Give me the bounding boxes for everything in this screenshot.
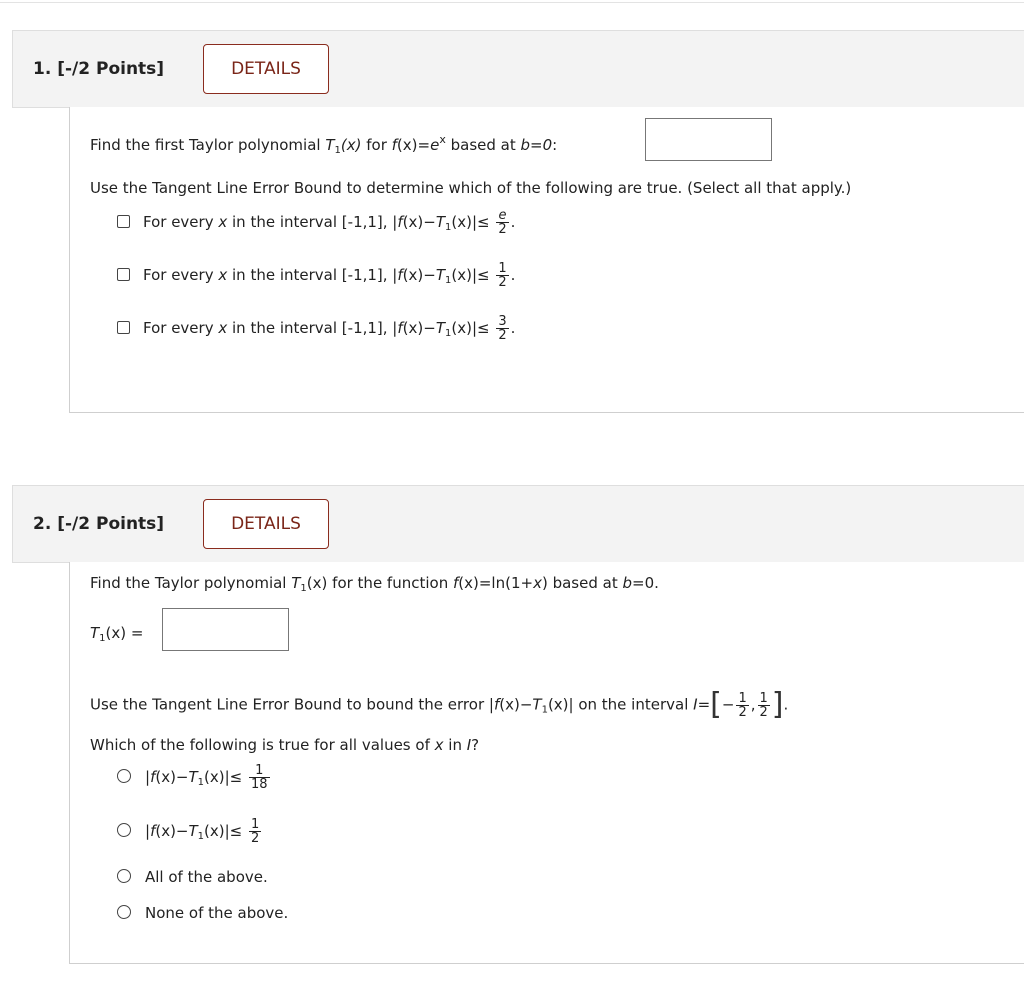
radio-button[interactable]: [117, 823, 131, 837]
question-2-option-2[interactable]: $|f(x)-T_1(x)|\le$ $\frac{1}{2}$: [117, 818, 263, 845]
question-2-prompt: Find the Taylor polynomial $T_1(x)$ for the function f(x)=ln(1+x) based at b=0.: [90, 574, 659, 594]
question-1-title: 1. [-/2 Points]: [33, 59, 165, 79]
fraction: $\frac{1}{2}$: [738, 690, 747, 720]
fraction: $\frac{1}{2}$: [498, 261, 507, 290]
fraction: $\frac{3}{2}$: [498, 314, 507, 343]
question-2-option-3[interactable]: All of the above.: [117, 868, 268, 886]
question-2-bound-text: Use the Tangent Line Error Bound to bound the error $|f(x)-T_1(x)|$ on the interval I=[− $\frac{1}{2}$ , $\frac{1}{2}$ ].: [90, 687, 789, 722]
t1-label: $T_1(x)$ =: [90, 624, 144, 644]
question-1-prompt: Find the first Taylor polynomial $T_1(x)$ for $f(x)=e^x$ based at b=0:: [90, 133, 558, 156]
fraction: $\frac{e}{2}$: [498, 208, 507, 237]
question-2-details-button[interactable]: DETAILS: [203, 499, 329, 549]
question-2-option-4[interactable]: None of the above.: [117, 904, 288, 922]
question-1-body: [69, 107, 1024, 413]
question-2-answer-input[interactable]: [162, 608, 289, 651]
fraction: $\frac{1}{2}$: [759, 690, 768, 720]
question-1-details-button[interactable]: DETAILS: [203, 44, 329, 94]
question-2-which-text: Which of the following is true for all values of x in I?: [90, 736, 480, 754]
radio-button[interactable]: [117, 869, 131, 883]
top-divider: [0, 2, 1024, 3]
checkbox[interactable]: [117, 321, 130, 334]
question-2-option-1[interactable]: $|f(x)-T_1(x)|\le$ $\frac{1}{18}$: [117, 764, 272, 791]
question-1-option-3[interactable]: For every x in the interval [-1,1], $|f(x)-T_1(x)|\le$ $\frac{3}{2}$ .: [117, 315, 515, 342]
question-1-option-2[interactable]: For every x in the interval [-1,1], $|f(x)-T_1(x)|\le$ $\frac{1}{2}$ .: [117, 262, 515, 289]
checkbox[interactable]: [117, 268, 130, 281]
fraction: $\frac{1}{2}$: [251, 817, 260, 846]
question-2-title: 2. [-/2 Points]: [33, 514, 165, 534]
fraction: $\frac{1}{18}$: [251, 763, 268, 792]
question-2-body: [69, 562, 1024, 964]
radio-button[interactable]: [117, 905, 131, 919]
radio-button[interactable]: [117, 769, 131, 783]
question-2-header: [12, 485, 1024, 563]
question-1-answer-input[interactable]: [645, 118, 772, 161]
question-1-option-1[interactable]: For every x in the interval [-1,1], $|f(x)-T_1(x)|\le$ $\frac{e}{2}$ .: [117, 209, 515, 236]
checkbox[interactable]: [117, 215, 130, 228]
question-1-header: [12, 30, 1024, 108]
question-1-instruction: Use the Tangent Line Error Bound to determine which of the following are true. (Select all that apply.): [90, 179, 852, 197]
